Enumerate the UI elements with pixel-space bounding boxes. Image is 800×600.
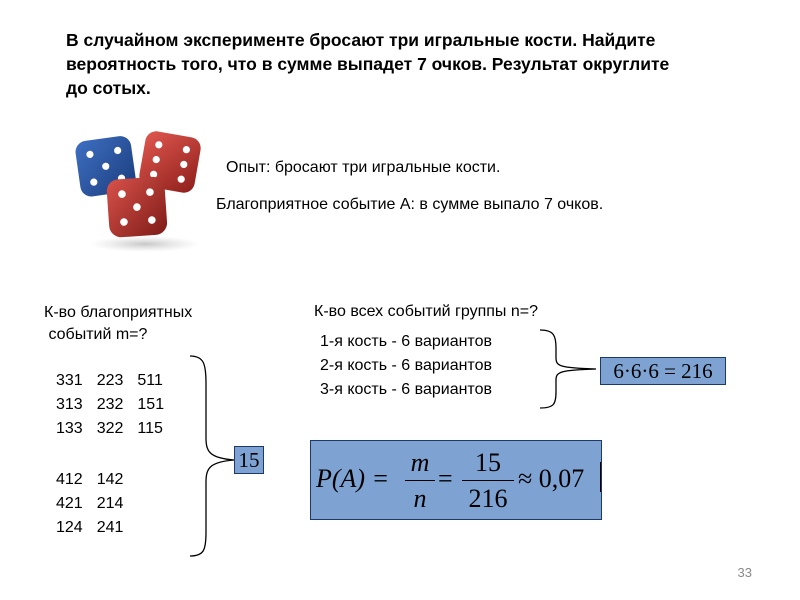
variants-brace <box>536 326 606 412</box>
favorable-event-text: Благоприятное событие А: в сумме выпало 7 очков. <box>216 196 604 213</box>
table-row <box>56 393 178 417</box>
die-2-variants: 2-я кость - 6 вариантов <box>320 357 492 374</box>
formula-edge-bar <box>600 462 601 492</box>
formula-approx-result: ≈ 0,07 <box>518 464 585 493</box>
combinations-group-1 <box>56 369 178 441</box>
favorable-label-line-1: К-во благоприятных <box>44 304 193 321</box>
combo-cell: 223 <box>96 372 124 389</box>
table-row <box>56 516 137 540</box>
combo-cell: 142 <box>96 471 124 488</box>
combo-cell: 151 <box>137 396 165 413</box>
combinations-group-2 <box>56 468 137 540</box>
fraction-numerator-value: 15 <box>475 448 501 477</box>
fraction-denominator-n: n <box>413 484 427 513</box>
die-1-variants: 1-я кость - 6 вариантов <box>320 333 492 350</box>
problem-line-2: вероятность того, что в сумме выпадет 7 очков. Результат округлите <box>66 54 670 74</box>
red-die-bottom <box>106 176 168 238</box>
fraction-15-216 <box>462 448 514 514</box>
favorable-count: 15 <box>238 448 260 472</box>
combo-cell: 232 <box>96 396 124 413</box>
favorable-label-line-2: событий m=? <box>44 326 148 343</box>
dice-illustration <box>70 128 210 254</box>
problem-line-3: до сотых. <box>66 78 151 98</box>
combo-cell: 124 <box>56 519 83 536</box>
table-row <box>56 492 137 516</box>
formula-lhs: P(A) = <box>316 464 390 493</box>
combo-cell: 133 <box>56 420 83 437</box>
combo-cell: 214 <box>96 495 124 512</box>
combo-cell: 241 <box>96 519 124 536</box>
fraction-m-n <box>405 448 435 514</box>
combo-cell: 412 <box>56 471 83 488</box>
combo-cell: 322 <box>96 420 124 437</box>
total-count-product: 6·6·6 = 216 <box>613 359 713 383</box>
fraction-bar <box>462 480 514 481</box>
slide-number: 33 <box>737 565 752 580</box>
problem-statement <box>66 28 766 100</box>
favorable-count-box <box>234 446 264 474</box>
formula-equals: = <box>438 464 453 493</box>
experiment-text: Опыт: бросают три игральные кости. <box>226 159 501 176</box>
combo-cell: 313 <box>56 396 83 413</box>
table-row <box>56 468 137 492</box>
fraction-denominator-value: 216 <box>468 484 508 513</box>
combo-cell: 421 <box>56 495 83 512</box>
combo-cell: 331 <box>56 372 83 389</box>
combo-cell: 511 <box>137 372 163 389</box>
total-events-label: К-во всех событий группы n=? <box>314 303 538 320</box>
favorable-brace <box>180 354 240 560</box>
favorable-label <box>44 302 192 346</box>
fraction-bar <box>405 480 435 481</box>
total-count-box <box>600 357 726 385</box>
table-row <box>56 417 178 441</box>
fraction-numerator-m: m <box>410 448 430 477</box>
problem-line-1: В случайном эксперименте бросают три игральные кости. Найдите <box>66 30 656 50</box>
table-row <box>56 369 178 393</box>
die-3-variants: 3-я кость - 6 вариантов <box>320 381 492 398</box>
combo-cell: 115 <box>137 420 163 437</box>
